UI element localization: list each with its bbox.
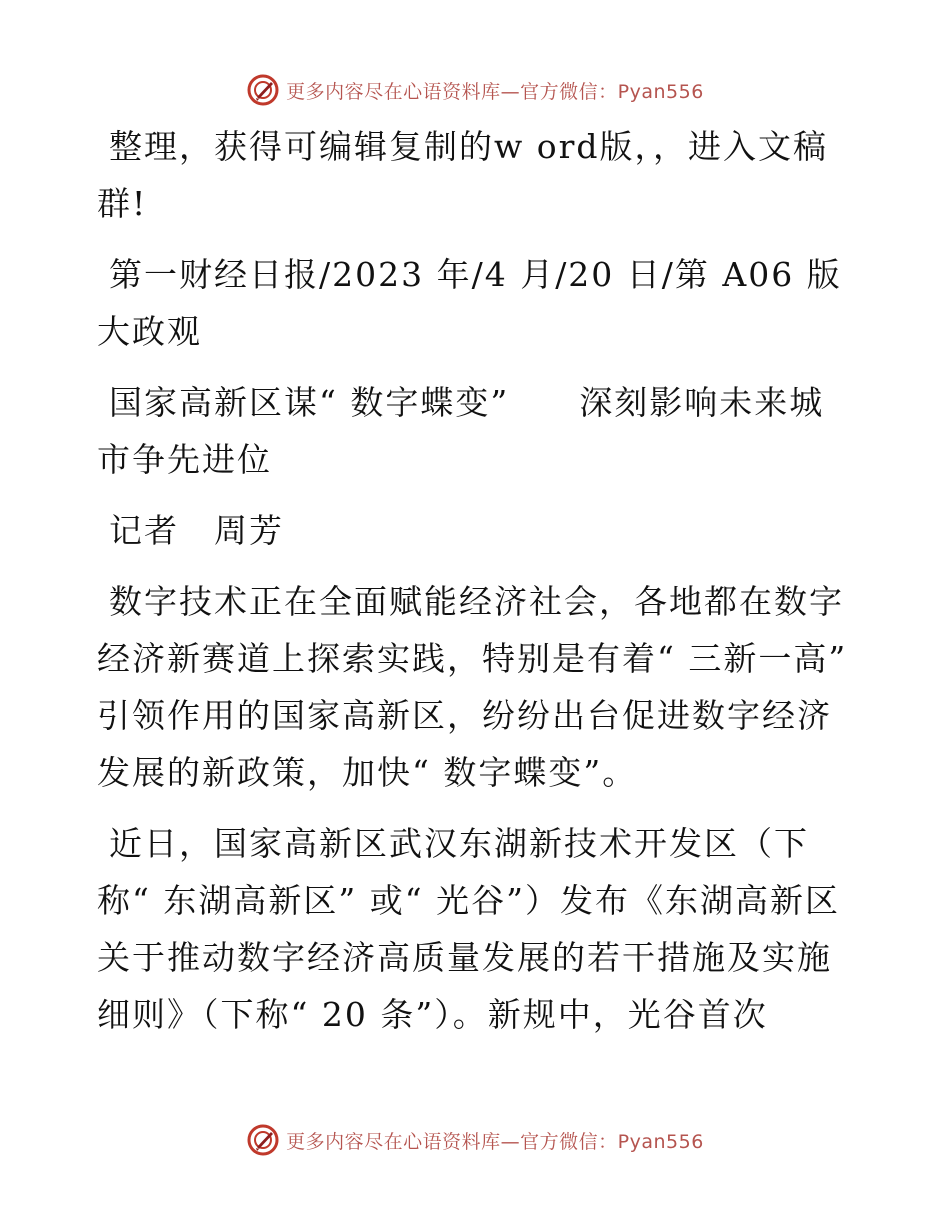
banner-text: 更多内容尽在心语资料库—官方微信：Pyan556 bbox=[286, 1130, 704, 1153]
document-body bbox=[97, 118, 857, 1057]
byline: 记者 周芳 bbox=[109, 511, 284, 550]
source-line: 第一财经日报/2023 年/4 月/20 日/第 A06 版大政观 bbox=[97, 255, 842, 351]
banner-text: 更多内容尽在心语资料库—官方微信：Pyan556 bbox=[286, 80, 704, 103]
intro-text: 整理，获得可编辑复制的w ord版，，进入文稿群! bbox=[97, 127, 829, 223]
paragraph-1: 数字技术正在全面赋能经济社会，各地都在数字经济新赛道上探索实践，特别是有着“ 三新一高” 引领作用的国家高新区，纷纷出台促进数字经济发展的新政策，加快“ 数字蝶变”。 bbox=[97, 582, 848, 792]
logo-icon bbox=[246, 73, 280, 107]
logo-icon bbox=[246, 1123, 280, 1157]
headline: 国家高新区谋“ 数字蝶变” 深刻影响未来城市争先进位 bbox=[97, 383, 825, 479]
header-banner bbox=[0, 70, 950, 110]
footer-banner bbox=[0, 1120, 950, 1160]
paragraph-2: 近日，国家高新区武汉东湖新技术开发区（下称“ 东湖高新区” 或“ 光谷”）发布《东湖高新区关于推动数字经济高质量发展的若干措施及实施细则》（下称“ 20 条”）。新规中，光谷首次 bbox=[97, 824, 840, 1034]
